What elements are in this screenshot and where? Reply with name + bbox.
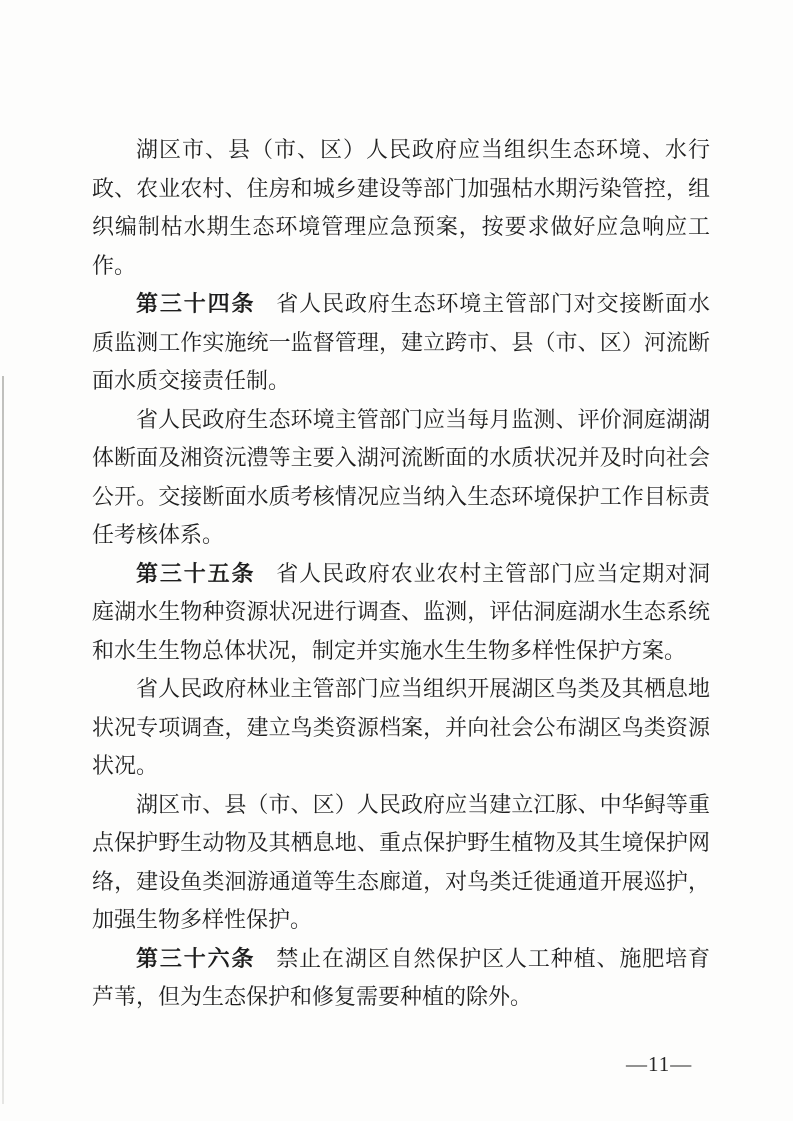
document-paragraph [92,940,710,1017]
page-number: —11— [626,1052,693,1076]
article-number-heading: 第三十六条 [136,945,256,971]
paragraph-text: 省人民政府生态环境主管部门对交接断面水质监测工作实施统一监督管理，建立跨市、县（市、区）河流断面水质交接责任制。 [92,291,710,393]
paragraph-text: 省人民政府生态环境主管部门应当每月监测、评价洞庭湖湖体断面及湘资沅澧等主要入湖河流断面的水质状况并及时向社会公开。交接断面水质考核情况应当纳入生态环境保护工作目标责任考核体系。 [92,406,710,547]
paragraph-text: 湖区市、县（市、区）人民政府应当建立江豚、中华鲟等重点保护野生动物及其栖息地、重点保护野生植物及其生境保护网络，建设鱼类洄游通道等生态廊道，对鸟类迁徙通道开展巡护，加强生物多样性保护。 [92,791,710,932]
document-paragraph [92,131,710,285]
scan-artifact-line [2,376,4,1104]
article-number-heading: 第三十五条 [136,560,256,586]
paragraph-text: 省人民政府农业农村主管部门应当定期对洞庭湖水生物种资源状况进行调查、监测，评估洞庭湖水生态系统和水生生物总体状况，制定并实施水生生物多样性保护方案。 [92,560,710,663]
paragraph-text: 禁止在湖区自然保护区人工种植、施肥培育芦苇，但为生态保护和修复需要种植的除外。 [92,945,710,1009]
document-paragraph [92,670,710,786]
document-body [92,131,710,1017]
paragraph-text: 省人民政府林业主管部门应当组织开展湖区鸟类及其栖息地状况专项调查，建立鸟类资源档案，并向社会公布湖区鸟类资源状况。 [92,676,710,778]
document-paragraph [92,401,710,555]
document-paragraph [92,285,710,401]
article-number-heading: 第三十四条 [136,291,256,316]
document-paragraph [92,786,710,940]
paragraph-text: 湖区市、县（市、区）人民政府应当组织生态环境、水行政、农业农村、住房和城乡建设等部门加强枯水期污染管控，组织编制枯水期生态环境管理应急预案，按要求做好应急响应工作。 [92,137,710,278]
document-paragraph [92,555,710,671]
